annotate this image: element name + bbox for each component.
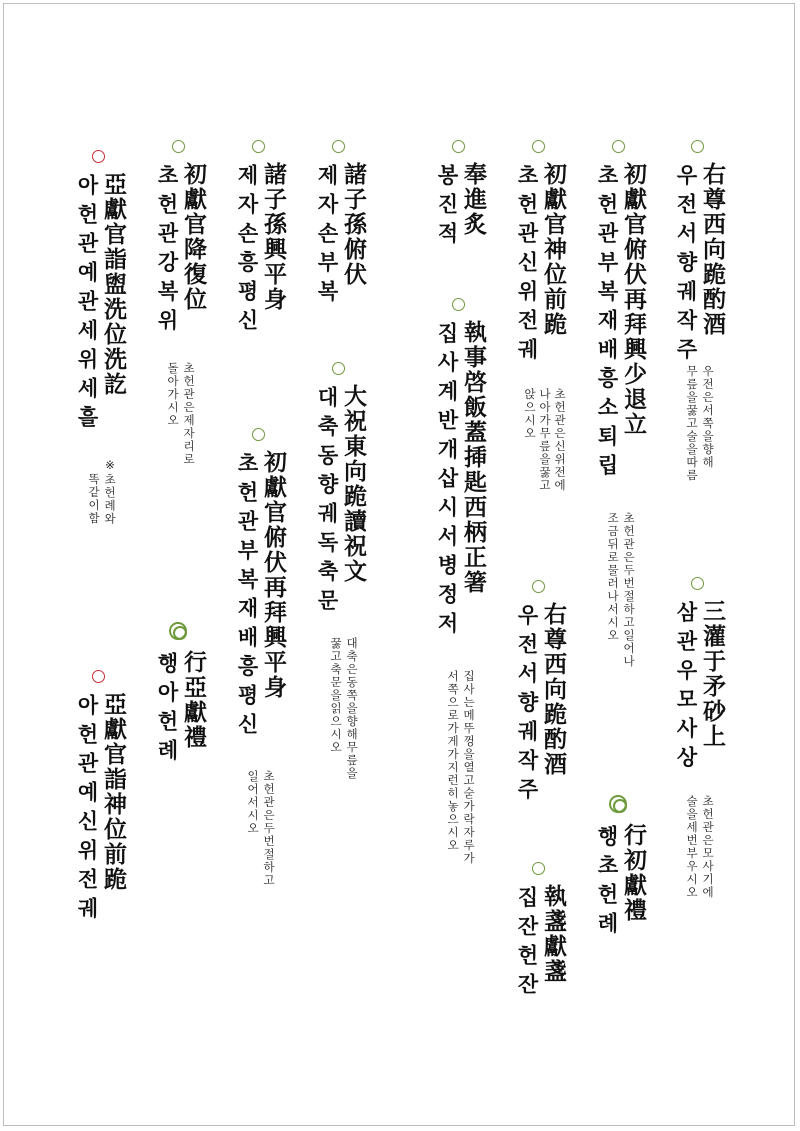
hanja-line: 初獻官俯伏再拜興平身 (260, 450, 287, 700)
hangul-line: 우전서향궤작주 (674, 164, 698, 367)
hanja-line: 大祝東向跪讀祝文 (340, 384, 367, 584)
hangul-line: 삼관우모사상 (674, 601, 698, 775)
instruction-note: 우전은서쪽을향해 (701, 365, 715, 469)
circle-bullet-icon (252, 140, 265, 153)
hangul-line: 집잔헌잔 (515, 886, 539, 1002)
hanja-line: 諸子孫俯伏 (340, 162, 367, 287)
hanja-line: 亞獻官詣盥洗位洗訖 (100, 172, 127, 397)
red-circle-bullet-icon (92, 670, 105, 683)
circle-bullet-icon (452, 298, 465, 311)
instruction-note: 무릎을꿇고술을따름 (685, 365, 699, 482)
circle-bullet-icon (252, 428, 265, 441)
hanja-line: 初獻官神位前跪 (540, 162, 567, 337)
hangul-line: 우전서향궤작주 (515, 604, 539, 807)
instruction-note: 초헌관은모사기에 (701, 795, 715, 899)
instruction-note: 초헌관은신위전에 (553, 388, 567, 492)
circle-bullet-icon (612, 140, 625, 153)
instruction-note: 꿇고축문을읽으시오 (329, 637, 343, 754)
hanja-line: 右尊西向跪酌酒 (540, 602, 567, 777)
hangul-line: 집사계반개삽시서병정저 (435, 322, 459, 641)
circle-bullet-icon (691, 140, 704, 153)
circle-bullet-icon (532, 862, 545, 875)
instruction-note: 일어서시오 (246, 770, 260, 835)
hangul-line: 초헌관신위전궤 (515, 164, 539, 367)
hanja-line: 奉進炙 (460, 162, 487, 237)
circle-bullet-icon (532, 580, 545, 593)
instruction-note: 돌아가시오 (166, 362, 180, 427)
instruction-note: 초헌관은두번절하고 (262, 770, 276, 887)
red-circle-bullet-icon (92, 150, 105, 163)
instruction-note: 집사는메뚜껑을열고숟가락자루가 (462, 670, 476, 865)
hanja-line: 初獻官降復位 (180, 162, 207, 312)
instruction-note: ※초헌례와 (103, 458, 117, 526)
circle-bullet-icon (332, 362, 345, 375)
hanja-line: 諸子孫興平身 (260, 162, 287, 312)
hanja-line: 三灌于矛砂上 (699, 599, 726, 749)
instruction-note: 초헌관은두번절하고일어나 (622, 512, 636, 668)
instruction-note: 초헌관은제자리로 (182, 362, 196, 466)
hangul-line: 초헌관부복재배흥평신 (235, 452, 259, 742)
hangul-line: 대축동향궤독축문 (315, 386, 339, 618)
hangul-line: 초헌관강복위 (155, 164, 179, 338)
double-circle-bullet-icon (169, 622, 187, 640)
instruction-note: 술을세번부우시오 (685, 795, 699, 899)
hangul-line: 행아헌례 (155, 652, 179, 768)
hangul-line: 봉진적 (435, 164, 459, 251)
hanja-line: 右尊西向跪酌酒 (699, 162, 726, 337)
instruction-note: 앉으시오 (523, 388, 537, 440)
instruction-note: 나아가무릎을꿇고 (538, 388, 552, 492)
hangul-line: 초헌관부복재배흥소퇴립 (595, 164, 619, 483)
instruction-note: 똑같이함 (87, 473, 101, 525)
circle-bullet-icon (172, 140, 185, 153)
hangul-line: 제자손부복 (315, 164, 339, 309)
circle-bullet-icon (332, 140, 345, 153)
double-circle-bullet-icon (609, 795, 627, 813)
hangul-line: 아헌관예신위전궤 (75, 694, 99, 926)
circle-bullet-icon (452, 140, 465, 153)
instruction-note: 대축은동쪽을향해무릎을 (345, 637, 359, 780)
hanja-line: 行初獻禮 (620, 823, 647, 923)
hangul-line: 제자손흥평신 (235, 164, 259, 338)
hangul-line: 행초헌례 (595, 825, 619, 941)
hanja-line: 行亞獻禮 (180, 650, 207, 750)
hanja-line: 亞獻官詣神位前跪 (100, 692, 127, 892)
hanja-line: 執盞獻盞 (540, 884, 567, 984)
circle-bullet-icon (691, 577, 704, 590)
hanja-line: 執事啓飯蓋揷匙西柄正箸 (460, 320, 487, 595)
instruction-note: 조금뒤로물러나서시오 (606, 512, 620, 642)
hanja-line: 初獻官俯伏再拜興少退立 (620, 162, 647, 437)
instruction-note: 서쪽으로가게가지런히놓으시오 (446, 670, 460, 852)
circle-bullet-icon (532, 140, 545, 153)
hangul-line: 아헌관예관세위세흘 (75, 174, 99, 435)
